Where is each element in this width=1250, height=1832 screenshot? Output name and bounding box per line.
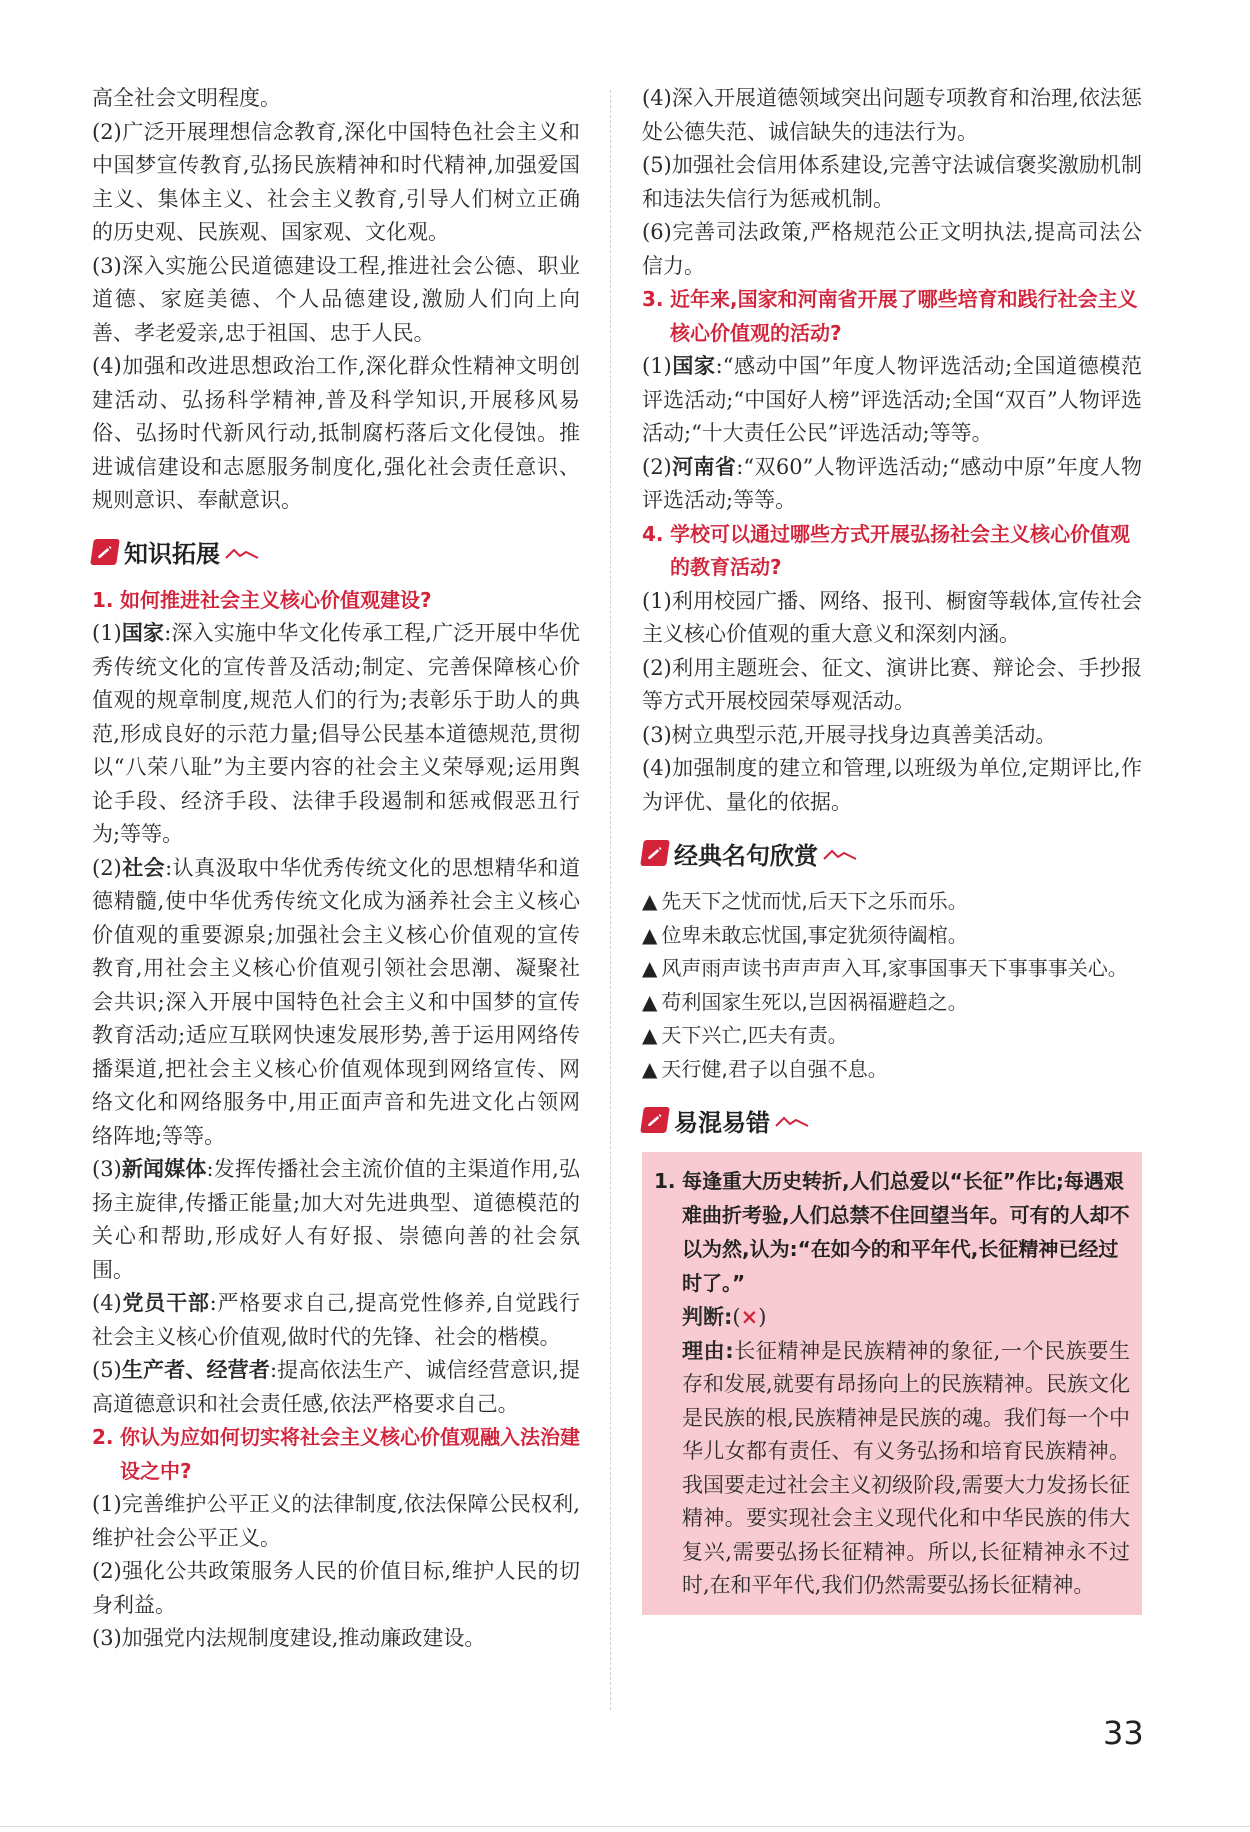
answer-item: (2)利用主题班会、征文、演讲比赛、辩论会、手抄报等方式开展校园荣辱观活动。 [642,655,1142,713]
section-title: 易混易错 [674,1108,770,1137]
answer-item: (2)强化公共政策服务人民的价值目标,维护人民的切身利益。 [92,1559,580,1617]
section-header-quotes [642,833,1142,873]
pencil-icon [90,539,120,565]
answer-item: (4)党员干部:严格要求自己,提高党性修养,自觉践行社会主义核心价值观,做时代的先锋、社会的楷模。 [92,1291,580,1349]
answer-item: (1)国家:“感动中国”年度人物评选活动;全国道德模范评选活动;“中国好人榜”评选活动;全国“双百”人物评选活动;“十大责任公民”评选活动;等等。 [642,354,1143,445]
question-number: 3. [642,287,664,311]
quote-item: ▲ 风声雨声读书声声声入耳,家事国事天下事事事关心。 [642,956,1128,980]
section-title: 知识拓展 [124,540,220,568]
triangle-icon: ▲ [642,1023,658,1047]
section-header-mistakes [642,1100,1142,1140]
pencil-icon [640,840,670,866]
answer-item: (1)完善维护公平正义的法律制度,依法保障公民权利,维护社会公平正义。 [92,1492,580,1550]
quote-item: ▲ 天行健,君子以自强不息。 [642,1056,888,1081]
section-title: 经典名句欣赏 [674,841,818,870]
answer-item: (3)加强党内法规制度建设,推动廉政建设。 [92,1626,486,1650]
question-text: 如何推进社会主义核心价值观建设? [120,587,432,612]
reason-paragraph: 理由:长征精神是民族精神的象征,一个民族要生存和发展,就要有昂扬向上的民族精神。民族文化是民族的根,民族精神是民族的魂。我们每一个中华儿女都有责任、有义务弘扬和培育民族精神。我国要走过社会主义初级阶段,需要大力发扬长征精神。要实现社会主义现代化和中华民族的伟大复兴,需要弘扬长征精神。所以,长征精神永不过时,在和平年代,我们仍然需要弘扬长征精神。 [682,1338,1130,1597]
quote-list [642,885,1142,1086]
section-tail-decoration [224,542,260,562]
paragraph: (5)加强社会信用体系建设,完善守法诚信褒奖激励机制和违法失信行为惩戒机制。 [642,153,1142,211]
question-text: 学校可以通过哪些方式开展弘扬社会主义核心价值观的教育活动? [670,521,1130,579]
section-tail-decoration [822,843,858,863]
triangle-icon: ▲ [642,989,658,1014]
question-number: 2. [92,1425,114,1449]
paragraph: (2)广泛开展理想信念教育,深化中国特色社会主义和中国梦宣传教育,弘扬民族精神和时代精神,加强爱国主义、集体主义、社会主义教育,引导人们树立正确的历史观、民族观、国家观、文化观。 [92,119,580,244]
question-number: 4. [642,521,664,546]
error-prone-box [642,1152,1142,1615]
quote-item: ▲ 天下兴亡,匹夫有责。 [642,1023,848,1047]
pencil-icon [640,1107,670,1133]
paragraph: (3)深入实施公民道德建设工程,推进社会公德、职业道德、家庭美德、个人品德建设,激励人们向上向善、孝老爱亲,忠于祖国、忠于人民。 [92,253,580,345]
left-column [92,82,580,1656]
triangle-icon: ▲ [642,889,658,913]
quote-item: ▲ 位卑未敢忘忧国,事定犹须待阖棺。 [642,922,968,947]
triangle-icon: ▲ [642,1056,658,1081]
triangle-icon: ▲ [642,956,658,980]
answer-item: (4)加强制度的建立和管理,以班级为单位,定期评比,作为评优、量化的依据。 [642,756,1142,814]
question-3 [642,283,1142,350]
judgement-line: 判断:(×) [682,1304,767,1329]
bottom-edge [0,1826,1250,1827]
paragraph: 高全社会文明程度。 [92,86,281,110]
question-4 [642,518,1142,585]
quote-item: ▲ 苟利国家生死以,岂因祸福避趋之。 [642,989,968,1014]
paragraph: (6)完善司法政策,严格规范公正文明执法,提高司法公信力。 [642,220,1142,278]
question-text: 你认为应如何切实将社会主义核心价值观融入法治建设之中? [120,1425,580,1483]
answer-item: (2)河南省:“双60”人物评选活动;“感动中原”年度人物评选活动;等等。 [642,454,1142,512]
section-tail-decoration [774,1110,810,1130]
column-divider [610,90,611,1710]
answer-item: (3)新闻媒体:发挥传播社会主流价值的主渠道作用,弘扬主旋律,传播正能量;加大对先进典型、道德模范的关心和帮助,形成好人有好报、崇德向善的社会氛围。 [92,1157,581,1282]
right-column [642,82,1142,1615]
answer-item: (1)国家:深入实施中华文化传承工程,广泛开展中华优秀传统文化的宣传普及活动;制定、完善保障核心价值观的规章制度,规范人们的行为;表彰乐于助人的典范,形成良好的示范力量;倡导公民基本道德规范,贯彻以“八荣八耻”为主要内容的社会主义荣辱观;运用舆论手段、经济手段、法律手段遏制和惩戒假恶丑行为;等等。 [92,621,581,846]
answer-item: (1)利用校园广播、网络、报刊、橱窗等载体,宣传社会主义核心价值观的重大意义和深刻内涵。 [642,588,1142,646]
error-question: 1. 每逢重大历史转折,人们总爱以“长征”作比;每遇艰难曲折考验,人们总禁不住回望当年。可有的人却不以为然,认为:“在如今的和平年代,长征精神已经过时了。” [654,1169,1130,1295]
answer-item: (5)生产者、经营者:提高依法生产、诚信经营意识,提高道德意识和社会责任感,依法严格要求自己。 [92,1358,581,1416]
triangle-icon: ▲ [642,922,658,947]
answer-item: (3)树立典型示范,开展寻找身边真善美活动。 [642,722,1057,747]
paragraph: (4)加强和改进思想政治工作,深化群众性精神文明创建活动、弘扬科学精神,普及科学知识,开展移风易俗、弘扬时代新风行动,抵制腐朽落后文化侵蚀。推进诚信建设和志愿服务制度化,强化社会责任意识、规则意识、奉献意识。 [92,354,580,512]
question-1 [92,584,580,618]
quote-item: ▲ 先天下之忧而忧,后天下之乐而乐。 [642,889,968,913]
section-header-knowledge [92,532,580,572]
answer-item: (2)社会:认真汲取中华优秀传统文化的思想精华和道德精髓,使中华优秀传统文化成为涵养社会主义核心价值观的重要源泉;加强社会主义核心价值观的宣传教育,用社会主义核心价值观引领社会思潮、凝聚社会共识;深入开展中国特色社会主义和中国梦的宣传教育活动;适应互联网快速发展形势,善于运用网络传播渠道,把社会主义核心价值观体现到网络宣传、网络文化和网络服务中,用正面声音和先进文化占领网络阵地;等等。 [92,855,580,1148]
page-number: 33 [1103,1714,1144,1752]
question-2 [92,1421,580,1488]
cross-mark: × [740,1304,759,1329]
question-number: 1. [92,587,114,612]
question-text: 近年来,国家和河南省开展了哪些培育和践行社会主义核心价值观的活动? [670,287,1138,345]
paragraph: (4)深入开展道德领域突出问题专项教育和治理,依法惩处公德失范、诚信缺失的违法行为。 [642,86,1142,144]
